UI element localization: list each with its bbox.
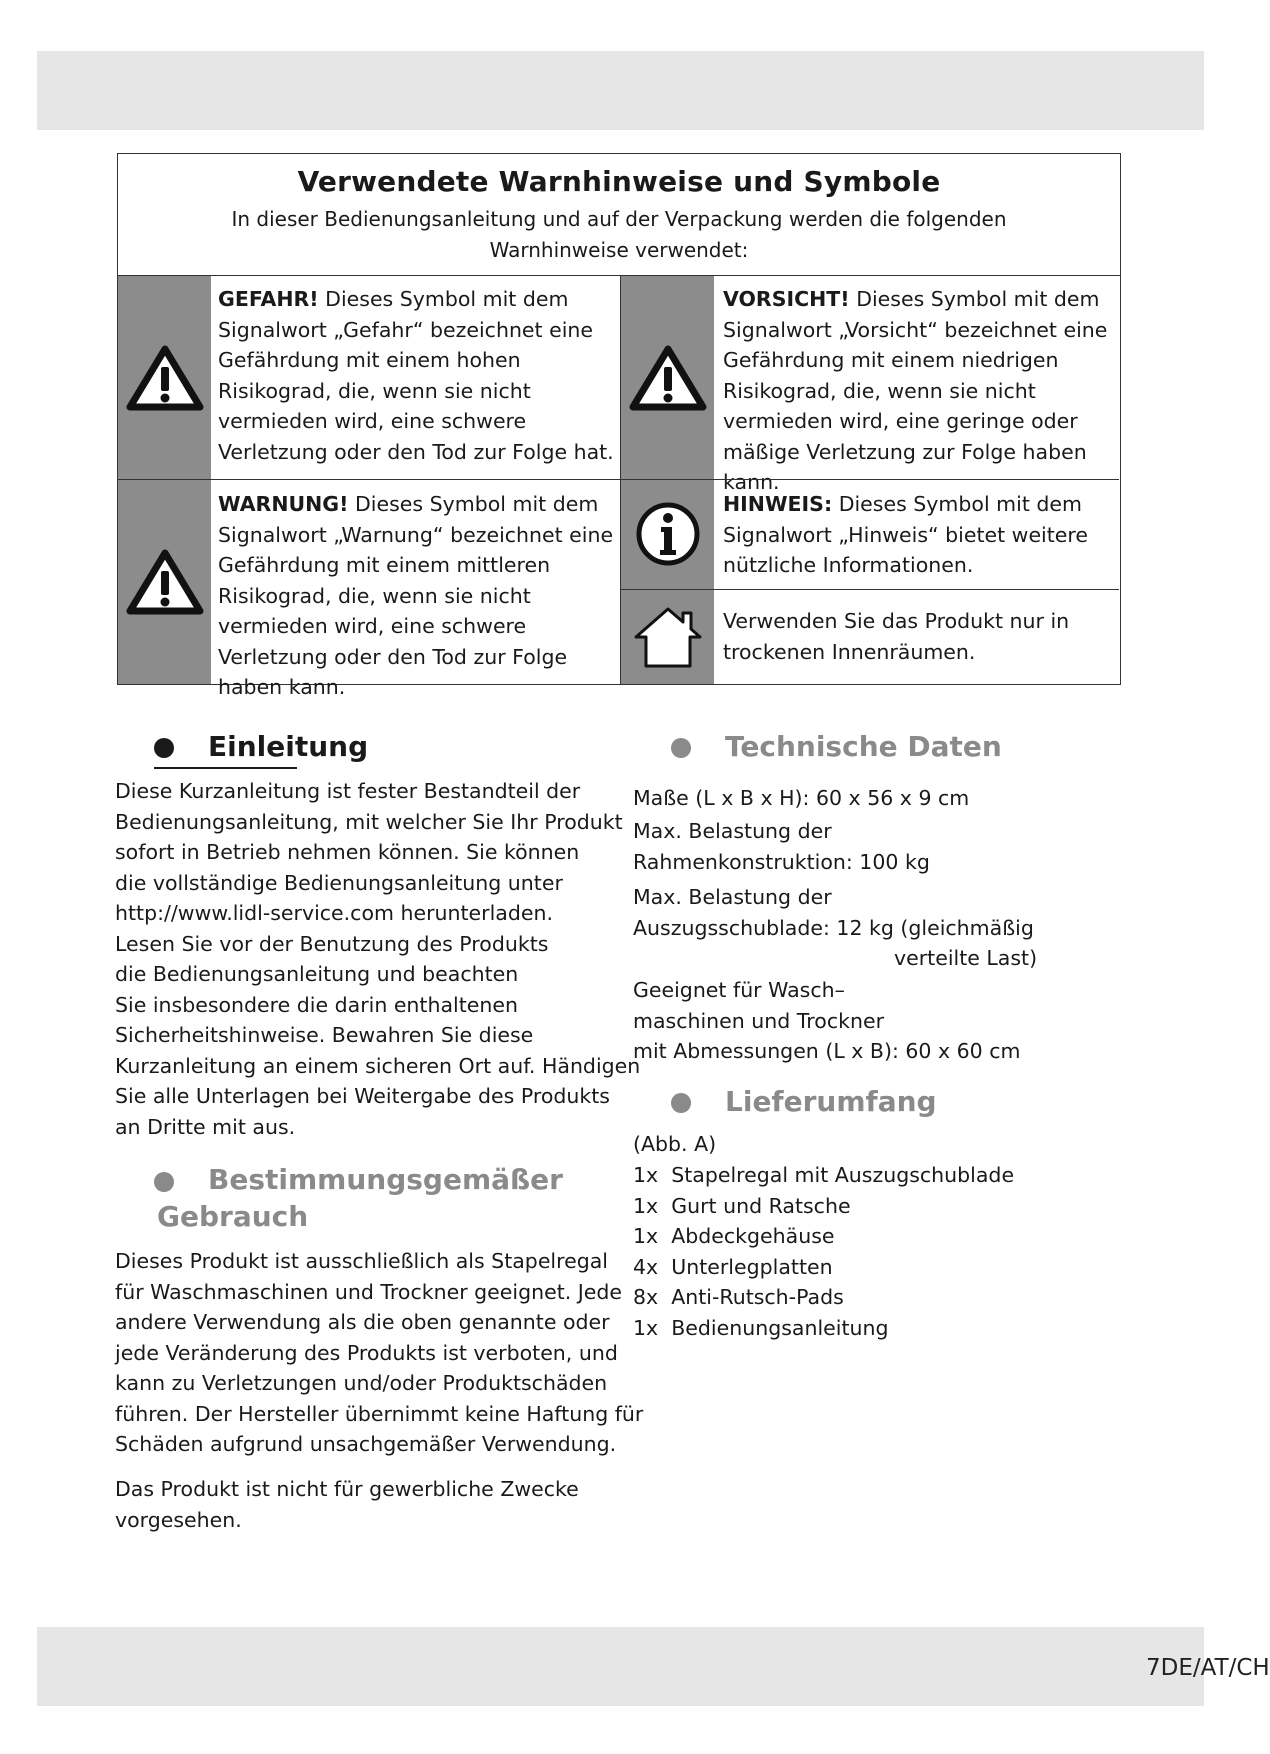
warnings-title: Verwendete Warnhinweise und Symbole xyxy=(297,165,941,198)
item-qty: 1x xyxy=(633,1163,659,1187)
section-bullet xyxy=(154,1172,174,1192)
info-icon xyxy=(634,500,702,568)
section-bullet xyxy=(671,1093,691,1113)
text-line: Bedienungsanleitung, mit welcher Sie Ihr Produkt xyxy=(115,809,623,834)
warning-description: Dieses Symbol mit dem Signalwort „Warnung“ bezeichnet eine Gefährdung mit einem mittleren Risikograd, die, wenn sie nicht vermieden wird, eine schwere Verletzung oder den Tod zur Folge haben kann. xyxy=(218,492,614,699)
danger-description: Dieses Symbol mit dem Signalwort „Gefahr“ bezeichnet eine Gefährdung mit einem hohen Risikograd, die, wenn sie nicht vermieden wird, eine schwere Verletzung oder den Tod zur Folge hat. xyxy=(218,287,614,464)
text-line: maschinen und Trockner xyxy=(633,1008,885,1033)
text-line: Schäden aufgrund unsachgemäßer Verwendung. xyxy=(115,1432,617,1456)
text-line: jede Veränderung des Produkts ist verboten, und xyxy=(115,1340,618,1365)
lieferumfang-ref: (Abb. A) xyxy=(633,1132,717,1156)
text-line: Rahmenkonstruktion: 100 kg xyxy=(633,849,930,874)
text-line: Sicherheitshinweise. Bewahren Sie diese xyxy=(115,1023,534,1047)
header-band xyxy=(37,51,1204,130)
item-qty: 8x xyxy=(633,1285,659,1309)
technische-daten-geeignet xyxy=(633,975,1020,1067)
item-name: Gurt und Ratsche xyxy=(671,1193,851,1218)
text-line: Geeignet für Wasch– xyxy=(633,978,845,1002)
warnings-header xyxy=(118,154,1120,276)
row-divider xyxy=(621,589,1119,590)
note-description: Dieses Symbol mit dem Signalwort „Hinweis“ bietet weitere nützliche Informationen. xyxy=(723,492,1088,577)
list-item xyxy=(633,1191,1014,1222)
text-line: Diese Kurzanleitung ist fester Bestandteil der xyxy=(115,779,581,803)
text-line: Auszugsschublade: 12 kg (gleichmäßig xyxy=(633,915,1034,940)
indoor-text: Verwenden Sie das Produkt nur in trockenen Innenräumen. xyxy=(723,609,1070,664)
text-line: Max. Belastung der xyxy=(633,819,832,843)
footer-band xyxy=(37,1627,1270,1706)
text-line: Lesen Sie vor der Benutzung des Produkts xyxy=(115,931,549,956)
title-underline xyxy=(154,767,297,769)
list-item xyxy=(633,1282,1014,1313)
text-line: http://www.lidl-service.com herunterladen. xyxy=(115,901,553,925)
item-name: Abdeckgehäuse xyxy=(671,1224,835,1248)
warning-triangle-icon xyxy=(127,345,203,411)
text-line: mit Abmessungen (L x B): 60 x 60 cm xyxy=(633,1039,1021,1063)
warning-label: WARNUNG! xyxy=(218,492,349,516)
column-divider xyxy=(620,276,621,684)
list-item xyxy=(633,1221,1014,1252)
caution-text xyxy=(723,284,1123,498)
text-line: Dieses Produkt ist ausschließlich als Stapelregal xyxy=(115,1249,608,1273)
item-qty: 4x xyxy=(633,1254,659,1279)
danger-text xyxy=(218,284,618,467)
item-name: Unterlegplatten xyxy=(671,1254,833,1279)
text-line: andere Verwendung als die oben genannte oder xyxy=(115,1310,610,1334)
text-line: an Dritte mit aus. xyxy=(115,1114,296,1139)
item-name: Stapelregal mit Auszugschublade xyxy=(671,1163,1015,1187)
text-line: führen. Der Hersteller übernimmt keine Haftung für xyxy=(115,1401,644,1426)
gebrauch-title-line2: Gebrauch xyxy=(157,1200,309,1233)
note-text xyxy=(723,489,1103,581)
text-line: Kurzanleitung an einem sicheren Ort auf. Händigen xyxy=(115,1053,641,1078)
technische-daten-schublade xyxy=(633,882,1034,943)
text-line: kann zu Verletzungen und/oder Produktschäden xyxy=(115,1371,608,1395)
gebrauch-body xyxy=(115,1246,643,1460)
caution-label: VORSICHT! xyxy=(723,287,850,311)
technische-daten-schublade-note: verteilte Last) xyxy=(894,946,1038,970)
warnings-intro: In dieser Bedienungsanleitung und auf der Verpackung werden die folgenden Warnhinweise verwendet: xyxy=(231,207,1007,262)
indoor-icon-cell xyxy=(621,589,714,684)
danger-label: GEFAHR! xyxy=(218,287,319,311)
technische-daten-masse: Maße (L x B x H): 60 x 56 x 9 cm xyxy=(633,786,970,810)
caution-icon-cell xyxy=(621,276,714,479)
section-bullet xyxy=(671,738,691,758)
list-item xyxy=(633,1160,1014,1191)
warning-text xyxy=(218,489,618,703)
gebrauch-title-line1: Bestimmungsgemäßer xyxy=(208,1163,563,1196)
danger-icon-cell xyxy=(118,276,211,479)
item-name: Bedienungsanleitung xyxy=(671,1315,889,1340)
item-qty: 1x xyxy=(633,1315,659,1340)
text-line: Sie alle Unterlagen bei Weitergabe des Produkts xyxy=(115,1084,610,1108)
note-icon-cell xyxy=(621,479,714,589)
text-line: Sie insbesondere die darin enthaltenen xyxy=(115,992,518,1017)
warning-triangle-icon xyxy=(630,345,706,411)
text-line: vorgesehen. xyxy=(115,1507,242,1532)
lieferumfang-title: Lieferumfang xyxy=(725,1085,937,1118)
caution-description: Dieses Symbol mit dem Signalwort „Vorsicht“ bezeichnet eine Gefährdung mit einem niedrigen Risikograd, die, wenn sie nicht vermieden wird, eine geringe oder mäßige Verletzung zur Folge haben kann. xyxy=(723,287,1108,494)
item-qty: 1x xyxy=(633,1193,659,1218)
einleitung-body xyxy=(115,776,640,1142)
gebrauch-note xyxy=(115,1474,579,1535)
text-line: die Bedienungsanleitung und beachten xyxy=(115,962,519,986)
lieferumfang-list xyxy=(633,1160,1014,1343)
text-line: die vollständige Bedienungsanleitung unter xyxy=(115,870,563,895)
list-item xyxy=(633,1252,1014,1283)
list-item xyxy=(633,1313,1014,1344)
item-qty: 1x xyxy=(633,1224,659,1248)
technische-daten-title: Technische Daten xyxy=(725,730,1002,763)
warning-icon-cell xyxy=(118,479,211,684)
note-label: HINWEIS: xyxy=(723,492,833,516)
house-icon xyxy=(631,603,705,671)
page-number: 7DE/AT/CH xyxy=(1146,1655,1270,1681)
text-line: Max. Belastung der xyxy=(633,885,832,909)
einleitung-title: Einleitung xyxy=(208,730,369,763)
text-line: für Waschmaschinen und Trockner geeignet. Jede xyxy=(115,1279,623,1304)
row-divider xyxy=(118,479,1119,480)
item-name: Anti-Rutsch-Pads xyxy=(671,1285,844,1309)
section-bullet xyxy=(154,738,174,758)
text-line: sofort in Betrieb nehmen können. Sie können xyxy=(115,840,580,864)
warning-triangle-icon xyxy=(127,549,203,615)
warnings-table xyxy=(117,153,1121,699)
technische-daten-rahmen xyxy=(633,816,930,877)
text-line: Das Produkt ist nicht für gewerbliche Zwecke xyxy=(115,1477,579,1501)
